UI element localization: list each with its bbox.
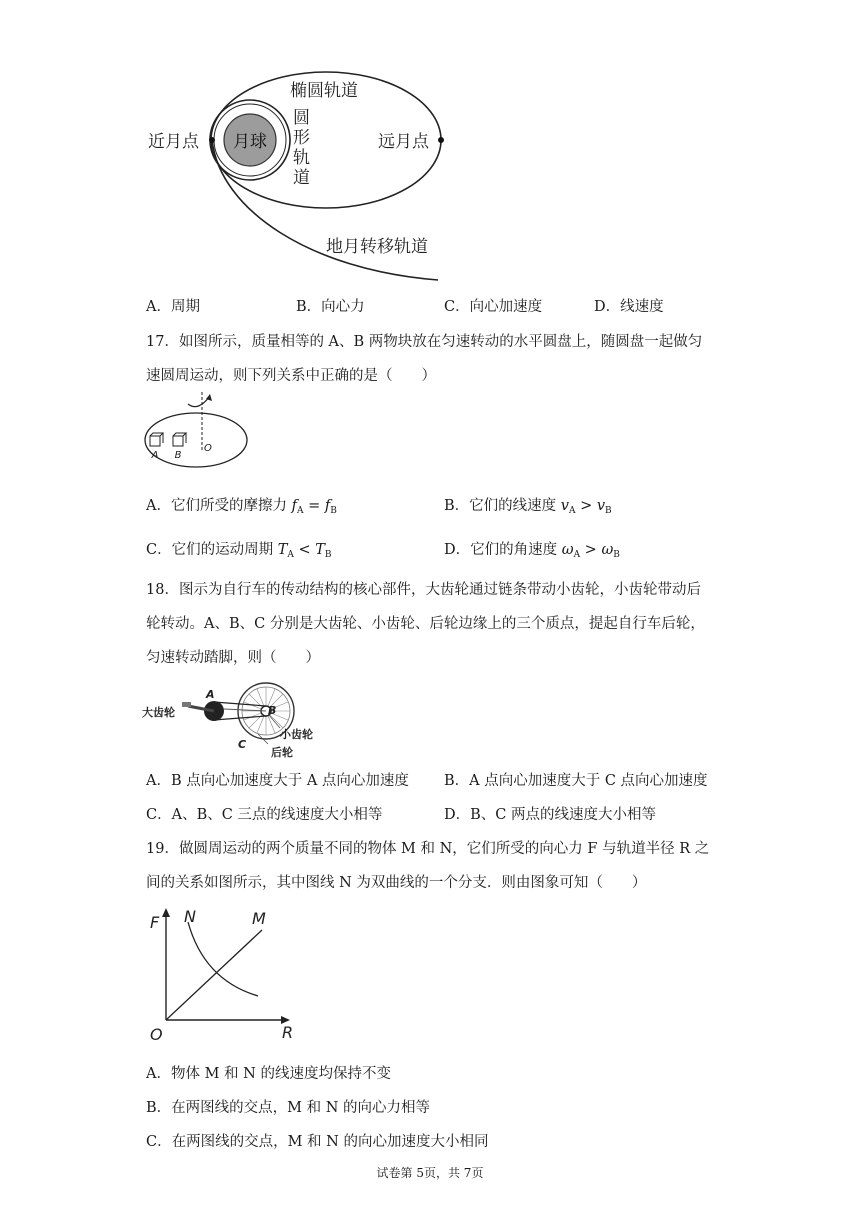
q19-stem-line2: 间的关系如图所示，其中图线 N 为双曲线的一个分支．则由图象可知（ ） bbox=[146, 875, 647, 891]
circle-label-4: 道 bbox=[293, 168, 310, 188]
label-point-b: B bbox=[268, 704, 277, 717]
force-radius-graph bbox=[140, 904, 310, 1044]
near-point-label: 近月点 bbox=[148, 132, 199, 152]
q17-option-c[interactable] bbox=[146, 540, 332, 565]
q18-option-d[interactable]: D．B、C 两点的线速度大小相等 bbox=[444, 807, 656, 823]
q17-option-b-var2: v bbox=[596, 498, 606, 514]
label-f: F bbox=[150, 913, 160, 932]
q17-option-c-op: < bbox=[293, 542, 316, 558]
transfer-label: 地月转移轨道 bbox=[326, 237, 428, 257]
label-big-gear: 大齿轮 bbox=[142, 706, 175, 719]
page-footer: 试卷第 5页，共 7页 bbox=[376, 1166, 484, 1180]
q18-stem-line2: 轮转动。A、B、C 分别是大齿轮、小齿轮、后轮边缘上的三个质点，提起自行车后轮， bbox=[146, 616, 705, 632]
circle-label-2: 形 bbox=[293, 128, 310, 148]
q19-option-c[interactable]: C．在两图线的交点，M 和 N 的向心加速度大小相同 bbox=[146, 1134, 489, 1150]
q17-option-b-sub1: A bbox=[568, 506, 576, 516]
q17-option-a-sub1: A bbox=[296, 506, 304, 516]
q17-option-b[interactable] bbox=[444, 496, 612, 521]
ellipse-label: 椭圆轨道 bbox=[290, 81, 358, 101]
q17-option-b-op: > bbox=[575, 498, 597, 514]
q17-option-d-op: > bbox=[580, 542, 602, 558]
q17-option-c-sub1: A bbox=[287, 550, 294, 560]
q17-option-c-var1: T bbox=[277, 542, 288, 558]
q17-option-c-sub2: B bbox=[324, 550, 332, 560]
label-b: B bbox=[174, 450, 182, 461]
q18-option-a[interactable]: A．B 点向心加速度大于 A 点向心加速度 bbox=[146, 773, 409, 789]
label-o: O bbox=[204, 443, 212, 454]
q16-option-c[interactable]: C．向心加速度 bbox=[444, 299, 543, 315]
q16-option-d[interactable]: D．线速度 bbox=[594, 299, 664, 315]
q17-option-a-text: A．它们所受的摩擦力 bbox=[146, 498, 292, 514]
q17-option-a-sub2: B bbox=[330, 506, 337, 516]
q17-option-a-op: = bbox=[303, 498, 325, 514]
line-m bbox=[166, 930, 262, 1020]
bicycle-drive-figure bbox=[140, 676, 340, 760]
near-point-dot bbox=[209, 137, 215, 143]
label-small-gear: 小齿轮 bbox=[280, 728, 313, 741]
rotation-arrow bbox=[188, 396, 210, 407]
q19-option-b[interactable]: B．在两图线的交点，M 和 N 的向心力相等 bbox=[146, 1100, 431, 1116]
block-b bbox=[173, 436, 183, 446]
block-a bbox=[150, 436, 160, 446]
curve-n bbox=[188, 922, 258, 996]
q17-option-d-sub2: B bbox=[613, 550, 620, 560]
q17-option-b-sub2: B bbox=[605, 506, 612, 516]
rotating-disc-figure bbox=[140, 388, 252, 470]
q17-option-d-text: D．它们的角速度 bbox=[444, 542, 562, 558]
q16-option-a[interactable]: A．周期 bbox=[146, 299, 200, 315]
label-a: A bbox=[151, 450, 159, 461]
q17-option-d-var2: ω bbox=[601, 542, 614, 558]
far-point-label: 远月点 bbox=[378, 132, 429, 152]
label-rear-wheel: 后轮 bbox=[271, 746, 293, 759]
far-point-dot bbox=[438, 137, 444, 143]
moon-label: 月球 bbox=[233, 132, 267, 152]
q17-stem-line1: 17．如图所示，质量相等的 A、B 两物块放在匀速转动的水平圆盘上，随圆盘一起做匀 bbox=[146, 334, 703, 350]
f-axis-arrow bbox=[162, 908, 170, 917]
q17-option-b-var1: v bbox=[560, 498, 569, 514]
q17-option-c-var2: T bbox=[315, 542, 325, 558]
q18-stem-line1: 18．图示为自行车的传动结构的核心部件，大齿轮通过链条带动小齿轮，小齿轮带动后 bbox=[146, 582, 701, 598]
circle-label-3: 轨 bbox=[293, 148, 310, 168]
q17-option-a[interactable] bbox=[146, 496, 337, 521]
label-m: M bbox=[252, 909, 266, 928]
q17-option-c-text: C．它们的运动周期 bbox=[146, 542, 278, 558]
label-r: R bbox=[282, 1023, 294, 1042]
moon-orbit-figure bbox=[140, 60, 470, 290]
q18-option-b[interactable]: B．A 点向心加速度大于 C 点向心加速度 bbox=[444, 773, 708, 789]
q17-option-a-var2: f bbox=[324, 498, 331, 514]
q17-option-d-sub1: A bbox=[573, 550, 581, 560]
circle-label-1: 圆 bbox=[293, 108, 310, 128]
q17-stem-line2: 速圆周运动，则下列关系中正确的是（ ） bbox=[146, 368, 436, 384]
label-o: O bbox=[150, 1025, 163, 1044]
q17-option-d-var1: ω bbox=[561, 542, 574, 558]
q17-option-a-var1: f bbox=[291, 498, 297, 514]
label-n: N bbox=[184, 907, 196, 926]
q17-option-d[interactable] bbox=[444, 540, 620, 565]
q18-option-c[interactable]: C．A、B、C 三点的线速度大小相等 bbox=[146, 807, 383, 823]
q16-option-b[interactable]: B．向心力 bbox=[296, 299, 365, 315]
label-point-c: C bbox=[238, 738, 247, 751]
q18-stem-line3: 匀速转动踏脚，则（ ） bbox=[146, 650, 320, 666]
q19-stem-line1: 19．做圆周运动的两个质量不同的物体 M 和 N，它们所受的向心力 F 与轨道半径 R 之 bbox=[146, 841, 710, 857]
pedal bbox=[182, 702, 191, 707]
q19-option-a[interactable]: A．物体 M 和 N 的线速度均保持不变 bbox=[146, 1066, 391, 1082]
label-point-a: A bbox=[206, 688, 215, 701]
q17-option-b-text: B．它们的线速度 bbox=[444, 498, 561, 514]
